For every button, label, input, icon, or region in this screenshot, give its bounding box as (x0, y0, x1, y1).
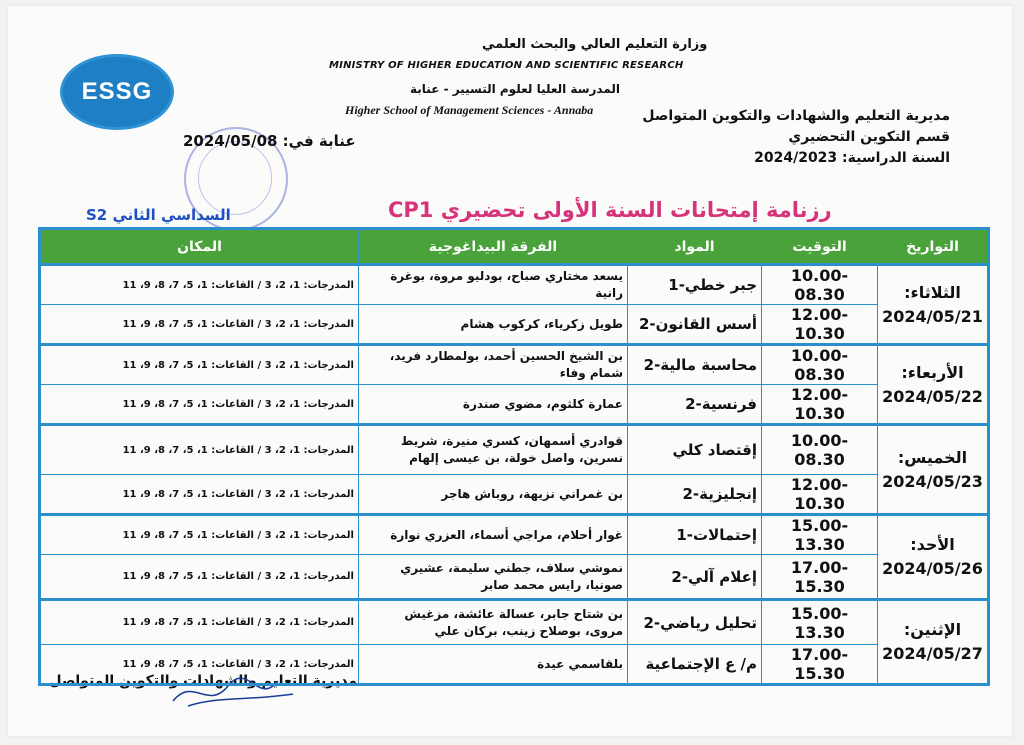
subject-cell: تحليل رياضي-2 (628, 600, 762, 645)
table-row (40, 305, 989, 345)
day-name: الإثنين: (903, 620, 962, 639)
exam-day-cell (878, 425, 989, 515)
group-cell: بن غمراني نزيهة، روباش هاجر (359, 475, 628, 515)
ministry-name-ar: وزارة التعليم العالي والبحث العلمي (482, 37, 708, 52)
place-cell: المدرجات: 1، 2، 3 / القاعات: 1، 5، 7، 8، 9، 11 (40, 305, 359, 345)
directorate-name: مديرية التعليم والشهادات والتكوين المتواصل (642, 108, 950, 124)
day-name: الثلاثاء: (904, 282, 961, 302)
table-row (40, 645, 989, 685)
time-cell: 12.00-10.30 (762, 385, 878, 425)
ministry-name-en: MINISTRY OF HIGHER EDUCATION AND SCIENTIFIC RESEARCH (329, 60, 684, 71)
place-cell: المدرجات: 1، 2، 3 / القاعات: 1، 5، 7، 8، 9، 11 (40, 515, 359, 555)
table-row (40, 600, 989, 645)
table-row (40, 515, 989, 555)
place-cell: المدرجات: 1، 2، 3 / القاعات: 1، 5، 7، 8، 9، 11 (40, 425, 359, 475)
school-logo (60, 54, 174, 130)
group-cell: قوادري أسمهان، كسري منيرة، شريط نسرين، واصل خولة، بن عيسى إلهام (359, 425, 628, 475)
table-header-row (40, 229, 989, 265)
subject-cell: جبر خطي-1 (628, 265, 762, 305)
subject-cell: إنجليزية-2 (628, 475, 762, 515)
day-name: الخميس: (897, 447, 968, 467)
group-cell: عمارة كلثوم، مضوي صندرة (359, 385, 628, 425)
table-row (40, 475, 989, 515)
schedule-title: رزنامة إمتحانات السنة الأولى تحضيري CP1 (388, 198, 832, 222)
exam-day-cell (878, 600, 989, 685)
place-cell: المدرجات: 1، 2، 3 / القاعات: 1، 5، 7، 8، 9، 11 (40, 555, 359, 600)
group-cell: نموشي سلاف، جطني سليمة، عشيري صونيا، رايس محمد صابر (359, 555, 628, 600)
group-cell: بن الشيخ الحسين أحمد، بولمطارد فريد، شمام وفاء (359, 345, 628, 385)
day-date: 2024/05/27 (882, 644, 983, 663)
subject-cell: أسس القانون-2 (628, 305, 762, 345)
table-row (40, 425, 989, 475)
col-place: المكان (40, 229, 359, 265)
subject-cell: إعلام آلي-2 (628, 555, 762, 600)
time-cell: 12.00-10.30 (762, 305, 878, 345)
place-cell: المدرجات: 1، 2، 3 / القاعات: 1، 5، 7، 8، 9، 11 (40, 385, 359, 425)
table-row (40, 345, 989, 385)
exam-schedule-table (38, 227, 990, 686)
subject-cell: محاسبة مالية-2 (628, 345, 762, 385)
col-group: الفرقة البيداغوجية (359, 229, 628, 265)
place-cell: المدرجات: 1، 2، 3 / القاعات: 1، 5، 7، 8، 9، 11 (40, 645, 359, 685)
time-cell: 15.00-13.30 (762, 600, 878, 645)
place-cell: المدرجات: 1، 2، 3 / القاعات: 1، 5، 7، 8، 9، 11 (40, 600, 359, 645)
table-row (40, 385, 989, 425)
logo-text: ESSG (81, 78, 153, 105)
school-name-en: Higher School of Management Sciences - Annaba (345, 103, 594, 117)
department-name: قسم التكوين التحضيري (788, 129, 950, 145)
place-cell: المدرجات: 1، 2، 3 / القاعات: 1، 5، 7، 8، 9، 11 (40, 345, 359, 385)
time-cell: 15.00-13.30 (762, 515, 878, 555)
group-cell: بلقاسمي عيدة (359, 645, 628, 685)
table-row (40, 555, 989, 600)
day-date: 2024/05/21 (882, 306, 983, 326)
col-subject: المواد (628, 229, 762, 265)
place-cell: المدرجات: 1، 2، 3 / القاعات: 1، 5، 7، 8، 9، 11 (40, 475, 359, 515)
time-cell: 10.00-08.30 (762, 345, 878, 385)
time-cell: 10.00-08.30 (762, 425, 878, 475)
day-date: 2024/05/23 (882, 471, 983, 491)
group-cell: طويل زكرياء، كركوب هشام (359, 305, 628, 345)
exam-day-cell (878, 515, 989, 600)
group-cell: يسعد مختاري صباح، بودليو مروة، بوغرة رانية (359, 265, 628, 305)
subject-cell: إحتمالات-1 (628, 515, 762, 555)
col-date: التواريخ (878, 229, 989, 265)
group-cell: بن شتاح جابر، عسالة عائشة، مزغيش مروى، بوصلاح زينب، بركان علي (359, 600, 628, 645)
time-cell: 12.00-10.30 (762, 475, 878, 515)
document-date: عنابة في: 2024/05/08 (183, 132, 356, 150)
school-name-ar: المدرسة العليا لعلوم التسيير - عنابة (410, 82, 621, 96)
subject-cell: إقتصاد كلي (628, 425, 762, 475)
subject-cell: م/ ع الإجتماعية (628, 645, 762, 685)
place-cell: المدرجات: 1، 2، 3 / القاعات: 1، 5، 7، 8، 9، 11 (40, 265, 359, 305)
time-cell: 17.00-15.30 (762, 555, 878, 600)
time-cell: 17.00-15.30 (762, 645, 878, 685)
col-time: التوقيت (762, 229, 878, 265)
day-name: الأحد: (910, 535, 955, 554)
footer-signature-text: مديرية التعليم والشهادات والتكوين المتواصل (49, 673, 357, 689)
exam-day-cell (878, 345, 989, 425)
day-date: 2024/05/26 (882, 559, 983, 578)
academic-year: السنة الدراسية: 2024/2023 (754, 150, 950, 166)
table-row (40, 265, 989, 305)
semester-label: السداسي الثاني S2 (86, 206, 231, 224)
group-cell: غوار أحلام، مراجي أسماء، العزري نوارة (359, 515, 628, 555)
day-date: 2024/05/22 (882, 386, 983, 406)
exam-day-cell (878, 265, 989, 345)
directorate-block (642, 106, 950, 169)
subject-cell: فرنسية-2 (628, 385, 762, 425)
day-name: الأربعاء: (901, 362, 964, 382)
time-cell: 10.00-08.30 (762, 265, 878, 305)
